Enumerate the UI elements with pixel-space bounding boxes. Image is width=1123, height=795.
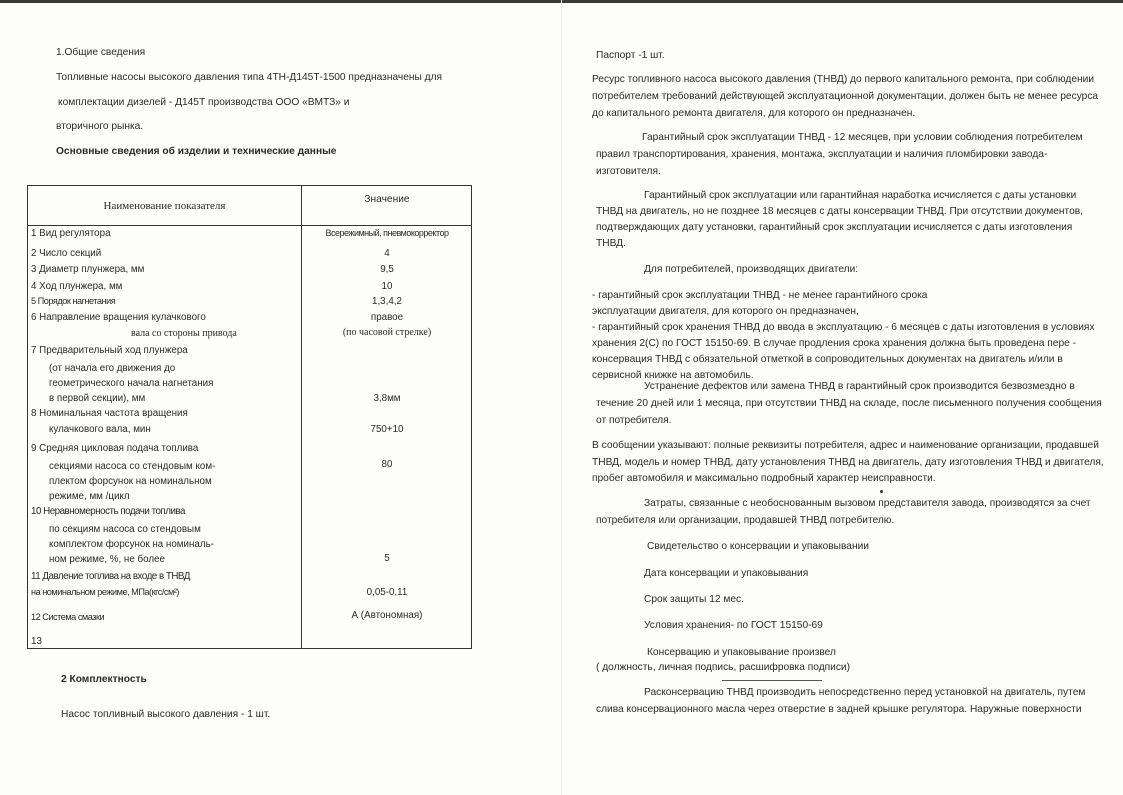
row-label: режиме, мм /цикл	[49, 491, 130, 502]
resource-line: Ресурс топливного насоса высокого давления (ТНВД) до первого капитального ремонта, при соблюдении	[592, 74, 1095, 85]
for-manufacturers: Для потребителей, производящих двигатели:	[644, 264, 859, 275]
conservation-date: Дата консервации и упаковывания	[644, 568, 809, 579]
row-label: плектом форсунок на номинальном	[49, 476, 212, 487]
section2-title: 2 Комплектность	[61, 674, 147, 685]
row-value: Всережимный, пневмокорректор	[325, 228, 449, 238]
row-label: 5 Порядок нагнетания	[31, 296, 116, 306]
header-divider	[28, 225, 471, 226]
row-label: 11 Давление топлива на входе в ТНВД	[31, 571, 190, 582]
bullet-line: консервация ТНВД с обязательной отметкой в сопроводительных документах на двигатель и/или в	[592, 354, 1063, 365]
specs-title: Основные сведения об изделии и технические данные	[56, 146, 337, 157]
row-label: 6 Направление вращения кулачкового	[31, 312, 206, 323]
row-label: 7 Предварительный ход плунжера	[31, 345, 188, 356]
row-label: 9 Средняя цикловая подача топлива	[31, 443, 199, 454]
performed-by: Консервацию и упаковывание произвел	[647, 647, 836, 658]
row-label: по секциям насоса со стендовым	[49, 524, 201, 535]
row-value: 10	[381, 281, 393, 292]
scan-speck	[880, 490, 883, 493]
row-value: 9,5	[380, 264, 394, 275]
row-label: 12 Система смазки	[31, 612, 105, 622]
bullet-line: - гарантийный срок хранения ТНВД до ввода в эксплуатацию - 6 месяцев с даты изготовления в условиях	[592, 322, 1095, 333]
passport-item: Паспорт -1 шт.	[596, 50, 665, 61]
row-label: 3 Диаметр плунжера, мм	[31, 264, 145, 275]
reconservation-line: Расконсервацию ТНВД производить непосредственно перед установкой на двигатель, путем	[644, 687, 1086, 698]
bullet-line: - гарантийный срок эксплуатации ТНВД - не менее гарантийного срока	[592, 290, 928, 301]
row-value: 5	[384, 553, 390, 564]
row-value: 1,3,4,2	[372, 296, 402, 307]
defects-line: Устранение дефектов или замена ТНВД в гарантийный срок производится безвозмездно в	[644, 381, 1075, 392]
defects-line: от потребителя.	[596, 415, 672, 426]
certificate-title: Свидетельство о консервации и упаковывании	[647, 541, 869, 552]
signature-hint: ( должность, личная подпись, расшифровка подписи)	[596, 662, 851, 673]
specs-table	[27, 185, 472, 649]
row-label: в первой секции), мм	[49, 393, 146, 404]
warranty2-line: ТНВД на двигатель, но не позднее 18 месяцев с даты консервации ТНВД. При отсутствии документов,	[596, 206, 1084, 217]
header-name: Наименование показателя	[103, 200, 226, 212]
left-page	[0, 0, 561, 795]
protection-term: Срок защиты 12 мес.	[644, 594, 744, 605]
row-label: 13	[31, 636, 42, 647]
row-value: 3,8мм	[373, 393, 401, 404]
signature-line	[722, 680, 822, 681]
bullet-line: сервисной книжке на автомобиль.	[592, 370, 754, 381]
warranty-line: правил транспортирования, хранения, монтажа, эксплуатации и наличия пломбировки завода-	[596, 149, 1048, 160]
message-line: В сообщении указывают: полные реквизиты потребителя, адрес и наименование организации, продавшей	[592, 440, 1099, 451]
row-label: геометрического начала нагнетания	[49, 378, 214, 389]
row-label: на номинальном режиме, МПа(кгс/см²)	[31, 587, 179, 597]
row-label: вала со стороны привода	[131, 328, 237, 339]
row-label: 4 Ход плунжера, мм	[31, 281, 123, 292]
header-value: Значение	[364, 194, 410, 205]
reconservation-line: слива консервационного масла через отверстие в задней крышке регулятора. Наружные поверхности	[596, 704, 1082, 715]
costs-line: Затраты, связанные с необоснованным вызовом представителя завода, производятся за счет	[644, 498, 1091, 509]
section1-title: 1.Общие сведения	[56, 47, 146, 58]
warranty2-line: Гарантийный срок эксплуатации или гарантийная наработка исчисляется с даты установки	[644, 190, 1077, 201]
warranty2-line: подтверждающих дату установки, гарантийный срок эксплуатации исчисляется с даты изготовления	[596, 222, 1073, 233]
costs-line: потребителя или организации, продавшей ТНВД потребителю.	[596, 515, 895, 526]
row-value: 80	[381, 459, 393, 470]
warranty-line: Гарантийный срок эксплуатации ТНВД - 12 месяцев, при условии соблюдения потребителем	[642, 132, 1083, 143]
row-label: 8 Номинальная частота вращения	[31, 408, 188, 419]
row-label: ном режиме, %, не более	[49, 554, 165, 565]
warranty-line: изготовителя.	[596, 166, 661, 177]
row-value: правое	[370, 312, 404, 323]
row-label: кулачкового вала, мин	[49, 424, 151, 435]
row-value: 4	[384, 248, 390, 259]
row-label: 10 Неравномерность подачи топлива	[31, 506, 185, 517]
bullet-line: хранения 2(С) по ГОСТ 15150-69. В случае продления срока хранения должна быть проведена пере -	[592, 338, 1077, 349]
resource-line: до капитального ремонта двигателя, для которого он предназначен.	[592, 108, 916, 119]
row-label: 1 Вид регулятора	[31, 228, 111, 239]
right-page	[562, 0, 1123, 795]
row-label: 2 Число секций	[31, 248, 102, 259]
warranty2-line: ТНВД.	[596, 238, 626, 249]
row-value: А (Автономная)	[351, 610, 423, 621]
row-value: 0,05-0,11	[366, 587, 408, 598]
message-line: пробег автомобиля и максимально подробный характер неисправности.	[592, 473, 936, 484]
kit-item: Насос топливный высокого давления - 1 шт.	[61, 709, 271, 720]
row-value: (по часовой стрелке)	[342, 327, 432, 338]
row-label: комплектом форсунок на номиналь-	[49, 539, 214, 550]
message-line: ТНВД, модель и номер ТНВД, дату установления ТНВД на двигатель, дату изготовления ТНВД и двигателя,	[592, 457, 1104, 468]
row-label: (от начала его движения до	[49, 363, 176, 374]
intro-line: вторичного рынка.	[56, 121, 144, 132]
intro-line: Топливные насосы высокого давления типа 4ТН-Д145Т-1500 предназначены для	[56, 72, 443, 83]
row-label: секциями насоса со стендовым ком-	[49, 461, 216, 472]
bullet-line: эксплуатации двигателя, для которого он предназначен,	[592, 306, 859, 317]
defects-line: течение 20 дней или 1 месяца, при отсутствии ТНВД на складе, после письменного получения сообщения	[596, 398, 1102, 409]
storage-conditions: Условия хранения- по ГОСТ 15150-69	[644, 620, 823, 631]
resource-line: потребителем требований действующей эксплуатационной документации, должен быть не менее ресурса	[592, 91, 1099, 102]
intro-line: комплектации дизелей - Д145Т производства ООО «ВМТЗ» и	[58, 97, 350, 108]
row-value: 750+10	[370, 424, 404, 435]
